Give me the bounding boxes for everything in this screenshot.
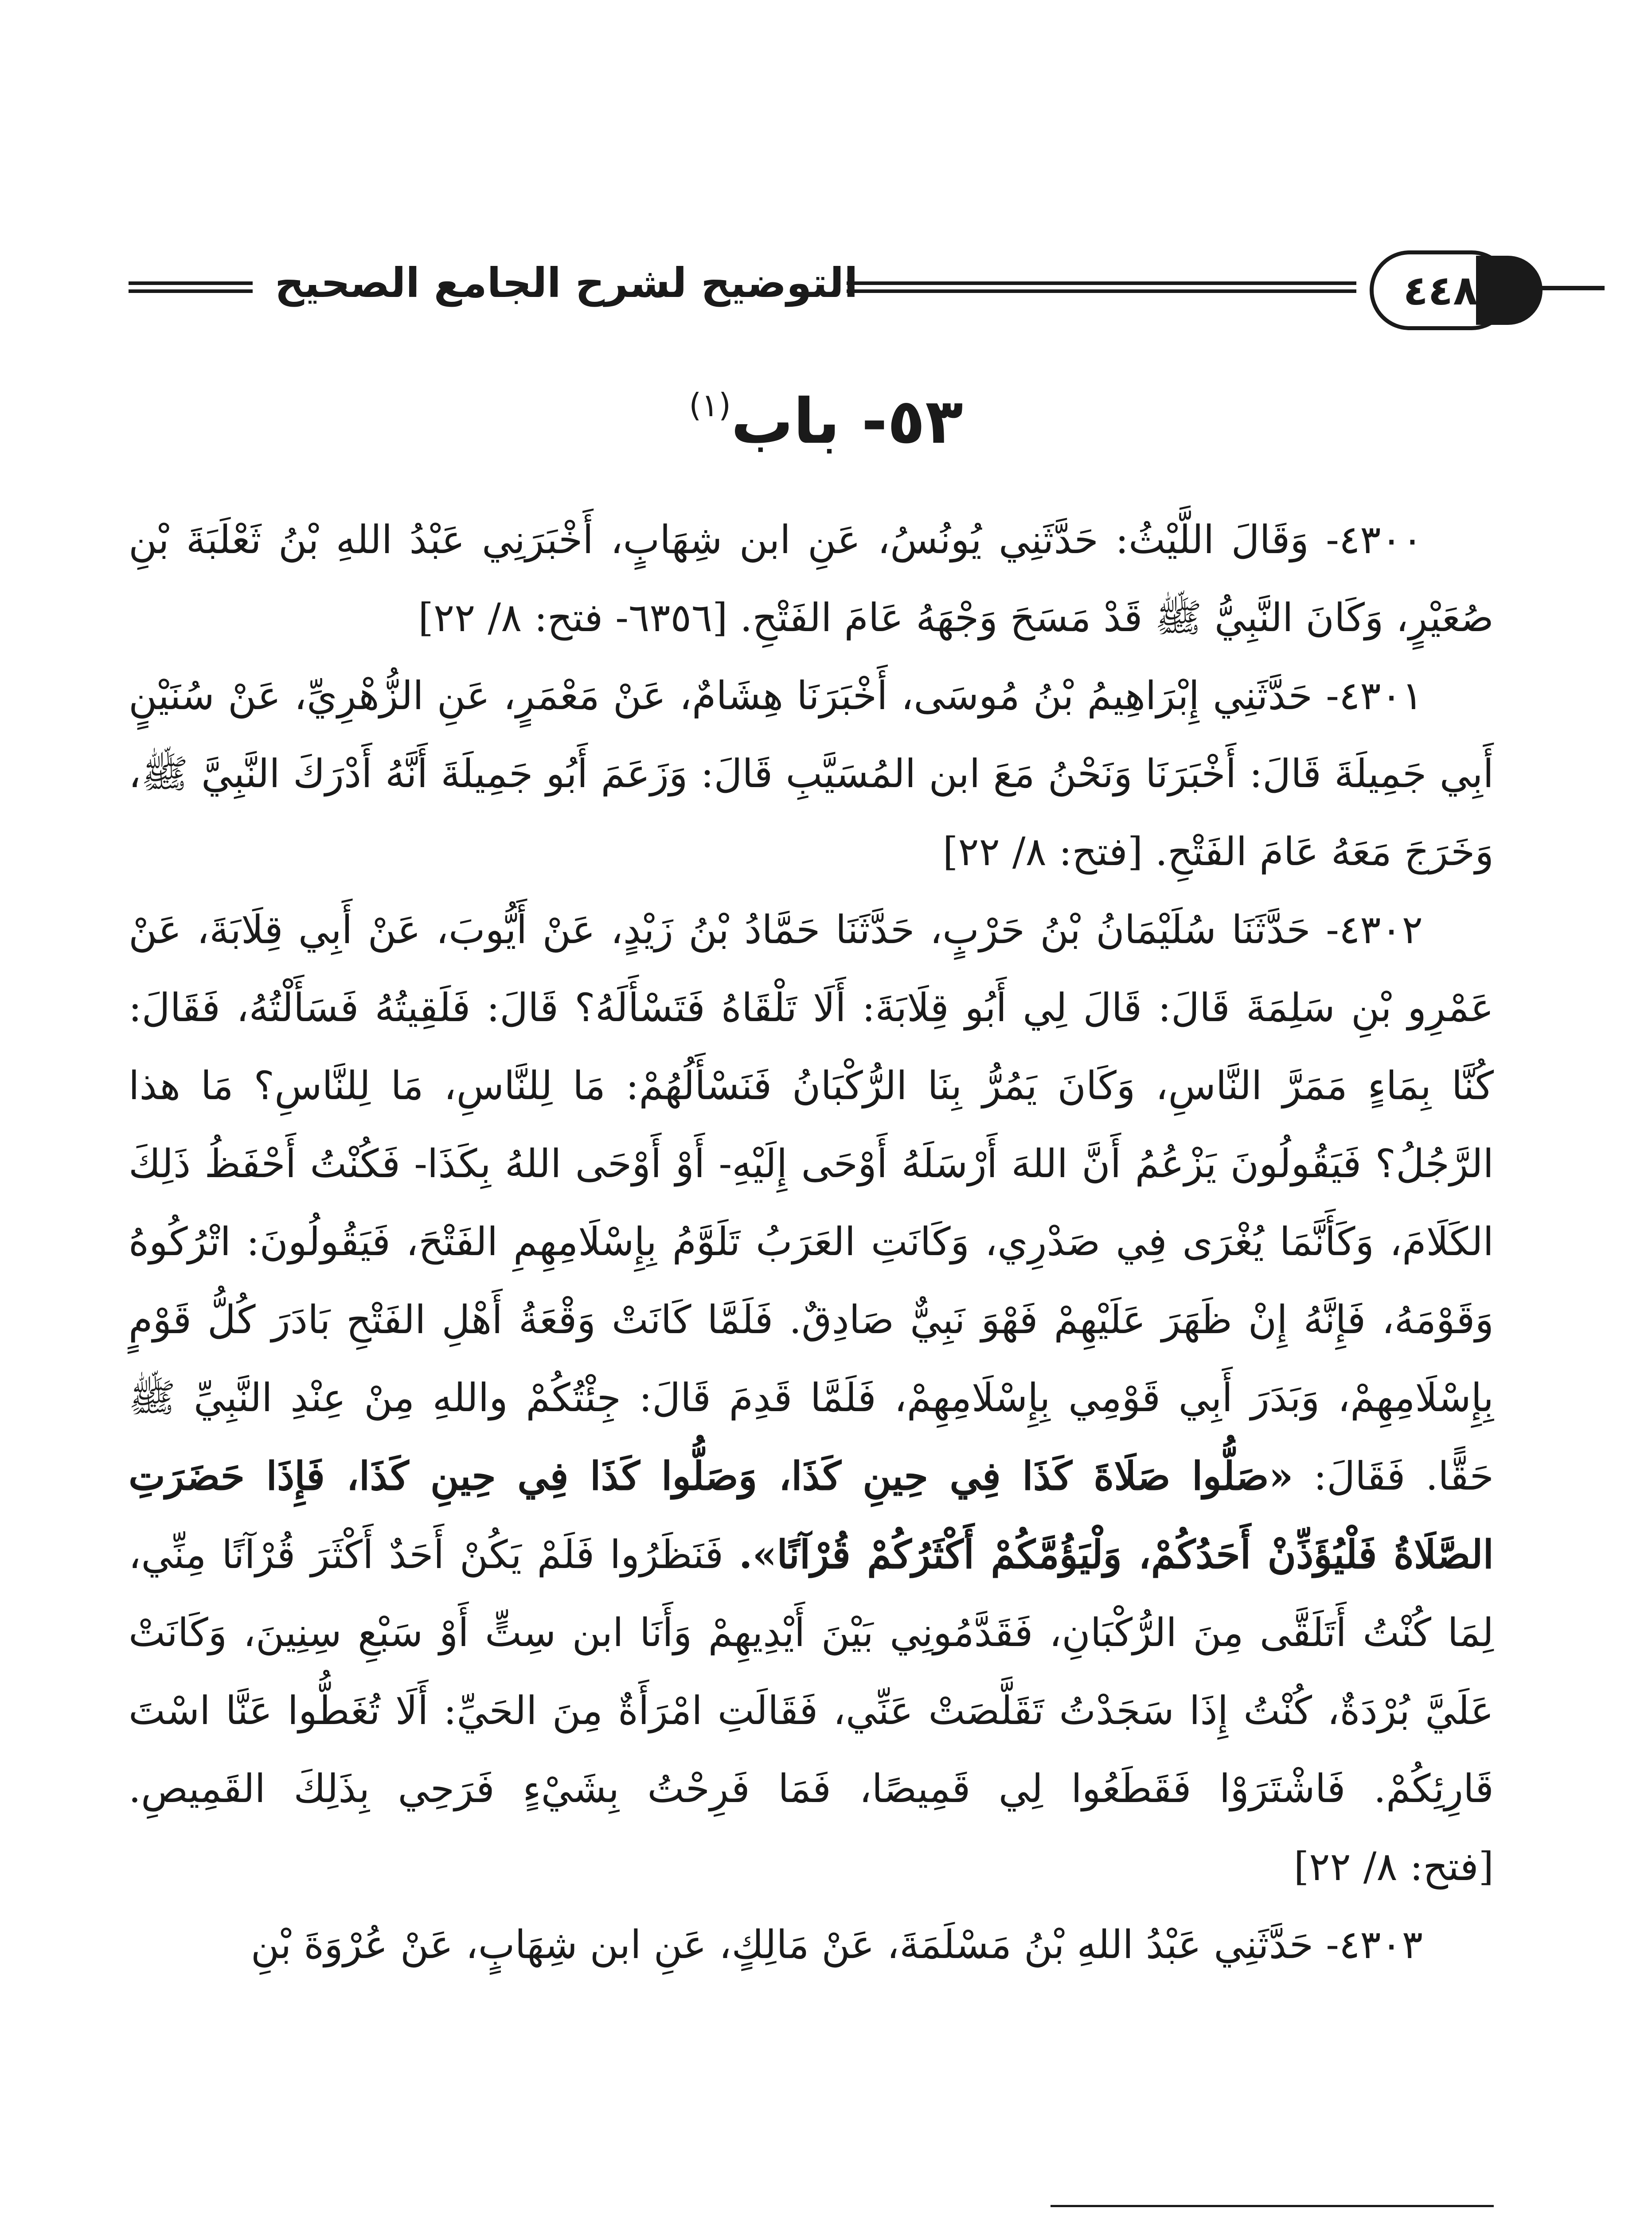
hadith-reference: [فتح: ٨/ ٢٢] bbox=[1293, 1844, 1494, 1889]
hadith-4302 bbox=[129, 891, 1494, 1906]
hadith-text: ٤٣٠١- حَدَّثَنِي إِبْرَاهِيمُ بْنُ مُوسَى، أَخْبَرَنَا هِشَامٌ، عَنْ مَعْمَرٍ، عَنِ الزُّهْرِيِّ، عَنْ سُنَيْنٍ أَبِي جَمِيلَةَ قَالَ: أَخْبَرَنَا وَنَحْنُ مَعَ ابن المُسَيَّبِ قَالَ: وَزَعَمَ أَبُو جَمِيلَةَ أَنَّهُ أَدْرَكَ النَّبِيَّ ﷺ، وَخَرَجَ مَعَهُ عَامَ الفَتْحِ. bbox=[129, 673, 1494, 874]
body-text bbox=[129, 501, 1494, 1984]
page-number-badge bbox=[1370, 250, 1511, 330]
hadith-reference: [فتح: ٨/ ٢٢] bbox=[943, 829, 1143, 874]
footnote-separator bbox=[1051, 2205, 1494, 2207]
hadith-reference: [٦٣٥٦- فتح: ٨/ ٢٢] bbox=[418, 595, 728, 640]
hadith-4300 bbox=[129, 501, 1494, 657]
chapter-title: ٥٣- باب bbox=[731, 386, 963, 458]
hadith-text: ٤٣٠٠- وَقَالَ اللَّيْثُ: حَدَّثَنِي يُونُسُ، عَنِ ابن شِهَابٍ، أَخْبَرَنِي عَبْدُ اللهِ بْنُ ثَعْلَبَةَ بْنِ صُعَيْرٍ، وَكَانَ النَّبِيُّ ﷺ قَدْ مَسَحَ وَجْهَهُ عَامَ الفَتْحِ. bbox=[129, 517, 1494, 640]
chapter-heading bbox=[0, 386, 1652, 458]
hadith-text: ٤٣٠٢- حَدَّثَنَا سُلَيْمَانُ بْنُ حَرْبٍ، حَدَّثَنَا حَمَّادُ بْنُ زَيْدٍ، عَنْ أَيُّوبَ، عَنْ أَبِي قِلَابَةَ، عَنْ عَمْرِو بْنِ سَلِمَةَ قَالَ: قَالَ لِي أَبُو قِلَابَةَ: أَلَا تَلْقَاهُ فَتَسْأَلَهُ؟ قَالَ: فَلَقِيتُهُ فَسَأَلْتُهُ، فَقَالَ: كُنَّا بِمَاءٍ مَمَرَّ النَّاسِ، وَكَانَ يَمُرُّ بِنَا الرُّكْبَانُ فَنَسْأَلُهُمْ: مَا لِلنَّاسِ، مَا لِلنَّاسِ؟ مَا هذا الرَّجُلُ؟ فَيَقُولُونَ يَزْعُمُ أَنَّ اللهَ أَرْسَلَهُ أَوْحَى إِلَيْهِ- أَوْ أَوْحَى اللهُ بِكَذَا- فَكُنْتُ أَحْفَظُ ذَلِكَ الكَلَامَ، وَكَأَنَّمَا يُغْرَى فِي صَدْرِي، وَكَانَتِ العَرَبُ تَلَوَّمُ بِإِسْلَامِهِمِ الفَتْحَ، فَيَقُولُونَ: اتْرُكُوهُ وَقَوْمَهُ، فَإِنَّهُ إِنْ ظَهَرَ عَلَيْهِمْ فَهْوَ نَبِيٌّ صَادِقٌ. فَلَمَّا كَانَتْ وَقْعَةُ أَهْلِ الفَتْحِ بَادَرَ كُلُّ قَوْمٍ بِإِسْلَامِهِمْ، وَبَدَرَ أَبِي قَوْمِي بِإِسْلَامِهِمْ، فَلَمَّا قَدِمَ قَالَ: جِئْتُكُمْ واللهِ مِنْ عِنْدِ النَّبِيِّ ﷺ حَقًّا. فَقَالَ: bbox=[129, 907, 1494, 1499]
header-rule-middle bbox=[847, 281, 1356, 293]
header-rule-left bbox=[129, 281, 253, 293]
running-title: التوضيح لشرح الجامع الصحيح bbox=[275, 259, 858, 307]
page-number: ٤٤٨ bbox=[1403, 266, 1478, 314]
hadith-4303 bbox=[129, 1906, 1494, 1984]
hadith-4301 bbox=[129, 657, 1494, 891]
chapter-footnote-marker: (١) bbox=[689, 386, 731, 424]
header-rule-right bbox=[1525, 286, 1605, 290]
prophetic-quote: «صَلُّوا صَلَاةَ كَذَا فِي حِينِ كَذَا، وَصَلُّوا كَذَا فِي حِينِ كَذَا، فَإِذَا حَضَرَتِ الصَّلَاةُ فَلْيُؤَذِّنْ أَحَدُكُمْ، وَلْيَؤُمَّكُمْ أَكْثَرُكُمْ قُرْآنًا». bbox=[129, 1453, 1494, 1577]
hadith-text: ٤٣٠٣- حَدَّثَنِي عَبْدُ اللهِ بْنُ مَسْلَمَةَ، عَنْ مَالِكٍ، عَنِ ابن شِهَابٍ، عَنْ عُرْوَةَ بْنِ bbox=[250, 1922, 1423, 1967]
hadith-text-continued: فَنَظَرُوا فَلَمْ يَكُنْ أَحَدٌ أَكْثَرَ قُرْآنًا مِنِّي، لِمَا كُنْتُ أَتَلَقَّى مِنَ الرُّكْبَانِ، فَقَدَّمُونِي بَيْنَ أَيْدِيهِمْ وَأَنَا ابن سِتٍّ أَوْ سَبْعِ سِنِينَ، وَكَانَتْ عَلَيَّ بُرْدَةٌ، كُنْتُ إِذَا سَجَدْتُ تَقَلَّصَتْ عَنِّي، فَقَالَتِ امْرَأَةٌ مِنَ الحَيِّ: أَلَا تُغَطُّوا عَنَّا اسْتَ قَارِئِكُمْ. فَاشْتَرَوْا فَقَطَعُوا لِي قَمِيصًا، فَمَا فَرِحْتُ بِشَيْءٍ فَرَحِي بِذَلِكَ القَمِيصِ. bbox=[129, 1532, 1494, 1811]
running-header bbox=[129, 250, 1494, 339]
